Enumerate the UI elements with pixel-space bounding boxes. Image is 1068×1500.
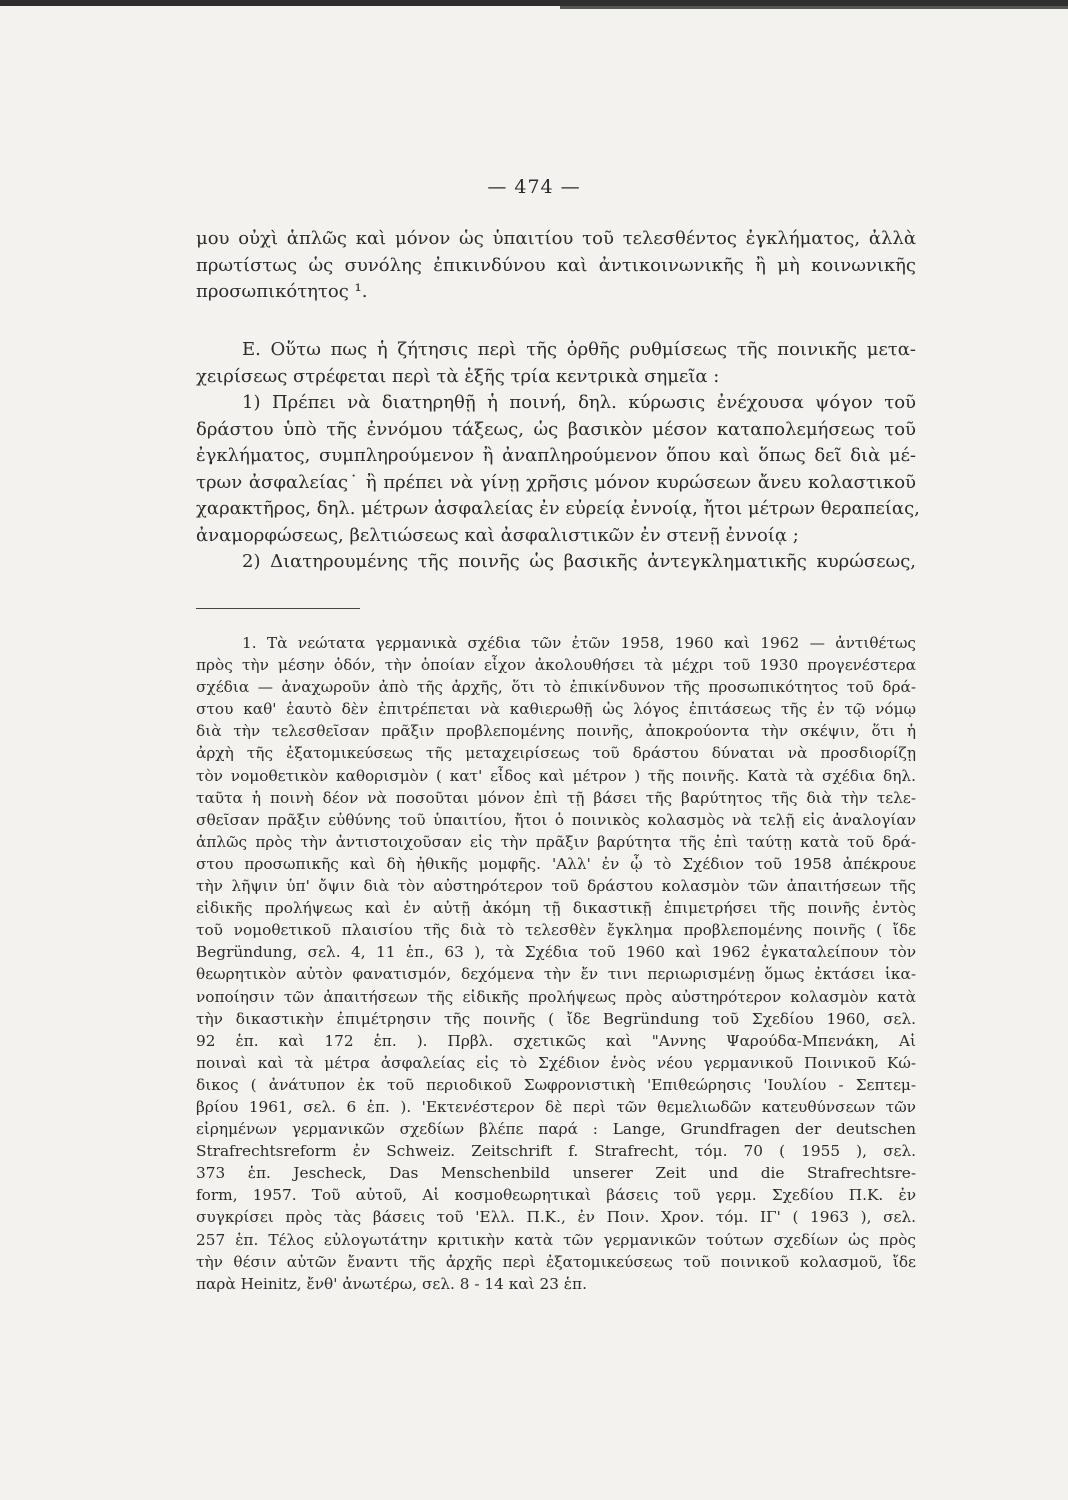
text-line: δράστου ὑπὸ τῆς ἐννόμου τάξεως, ὡς βασικὸν μέσον καταπολεμήσεως τοῦ	[196, 418, 916, 440]
paragraph-1	[196, 226, 916, 306]
footnote-line: πρὸς τὴν μέσην ὁδόν, τὴν ὁποίαν εἶχον ἀκολουθήσει τὰ μέχρι τοῦ 1930 προγενέστερα	[196, 656, 916, 675]
footnote-line: στου καθ' ἑαυτὸ δὲν ἐπιτρέπεται νὰ καθιερωθῇ ὡς λόγος ἐπιτάσεως τῆς ἐν τῷ νόμῳ	[196, 700, 916, 719]
footnote-line: δικος ( ἀνάτυπον ἐκ τοῦ περιοδικοῦ Σωφρονιστικὴ 'Επιθεώρησις 'Ιουλίου - Σεπτεμ-	[196, 1075, 916, 1094]
text-line: προσωπικότητος ¹.	[196, 281, 368, 302]
footnote-line: 257 ἑπ. Τέλος εὐλογωτάτην κριτικὴν κατὰ τῶν γερμανικῶν τούτων σχεδίων ὡς πρὸς	[196, 1230, 916, 1249]
text-line: τρων ἀσφαλείας˙ ἢ πρέπει νὰ γίνῃ χρῆσις μόνον κυρώσεων ἄνευ κολαστικοῦ	[196, 471, 916, 493]
footnote-line: ταῦτα ἡ ποινὴ δέον νὰ ποσοῦται μόνον ἐπὶ τῇ βάσει τῆς βαρύτητος τῆς διὰ τὴν τελε-	[196, 788, 916, 807]
footnote-line: συγκρίσει πρὸς τὰς βάσεις τοῦ 'Ελλ. Π.Κ., ἐν Ποιν. Χρον. τόμ. ΙΓ' ( 1963 ), σελ.	[196, 1208, 916, 1227]
footnote-line: βρίου 1961, σελ. 6 ἑπ. ). 'Εκτενέστερον δὲ περὶ τῶν θεμελιωδῶν κατευθύνσεων τῶν	[196, 1097, 916, 1116]
footnote-line: τὸν νομοθετικὸν καθορισμὸν ( κατ' εἶδος καὶ μέτρον ) τῆς ποινῆς. Κατὰ τὰ σχέδια δηλ.	[196, 766, 916, 785]
footnote-line: 1. Τὰ νεώτατα γερμανικὰ σχέδια τῶν ἐτῶν 1958, 1960 καὶ 1962 — ἀντιθέτως	[242, 634, 916, 652]
footnote-line: Strafrechtsreform ἐν Schweiz. Zeitschrift f. Strafrecht, τόμ. 70 ( 1955 ), σελ.	[196, 1142, 916, 1161]
footnote-line: τοῦ νομοθετικοῦ πλαισίου τῆς διὰ τὸ τελεσθὲν ἔγκλημα προβλεπομένης ποινῆς ( ἴδε	[196, 921, 916, 940]
footnote-line: ἁπλῶς πρὸς τὴν ἀντιστοιχοῦσαν εἰς τὴν πρᾶξιν βαρύτητα τῆς ἐπὶ ταύτῃ κατὰ τοῦ δρά-	[196, 832, 916, 851]
footnote-line: παρὰ Heinitz, ἔνθ' ἀνωτέρω, σελ. 8 - 14 καὶ 23 ἑπ.	[196, 1274, 587, 1293]
footnote-line: ἀρχὴ τῆς ἐξατομικεύσεως τῆς μεταχειρίσεως τοῦ δράστου δύναται νὰ προσδιορίζῃ	[196, 744, 916, 763]
text-line: χαρακτῆρος, δηλ. μέτρων ἀσφαλείας ἐν εὐρείᾳ ἐννοίᾳ, ἤτοι μέτρων θεραπείας,	[196, 498, 920, 519]
page-number: — 474 —	[487, 176, 581, 198]
footnote-line: 92 ἑπ. καὶ 172 ἑπ. ). Πρβλ. σχετικῶς καὶ "Αννης Ψαρούδα-Μπενάκη, Αἱ	[196, 1031, 916, 1050]
footnote-line: τὴν λῆψιν ὑπ' ὄψιν διὰ τὸν αὐστηρότερον τοῦ δράστου κολασμὸν τῶν ἀπαιτήσεων τῆς	[196, 877, 916, 896]
paragraph-e	[196, 337, 920, 576]
footnote-line: ποιναὶ καὶ τὰ μέτρα ἀσφαλείας εἰς τὸ Σχέδιον ἑνὸς νέου γερμανικοῦ Ποινικοῦ Κώ-	[196, 1053, 916, 1072]
footnote-line: τὴν δικαστικὴν ἐπιμέτρησιν τῆς ποινῆς ( ἴδε Begründung τοῦ Σχεδίου 1960, σελ.	[196, 1009, 916, 1028]
footnote-line: σθεῖσαν πρᾶξιν εὐθύνης τοῦ ὑπαιτίου, ἤτοι ὁ ποινικὸς κολασμὸς νὰ τελῇ εἰς ἀναλογίαν	[196, 810, 916, 829]
text-line: πρωτίστως ὡς συνόλης ἐπικινδύνου καὶ ἀντικοινωνικῆς ἢ μὴ κοινωνικῆς	[196, 254, 916, 276]
text-line: 2) Διατηρουμένης τῆς ποινῆς ὡς βασικῆς ἀντεγκληματικῆς κυρώσεως,	[242, 551, 916, 572]
footnote	[196, 632, 916, 1295]
footnote-separator	[196, 608, 360, 609]
footnote-line: form, 1957. Τοῦ αὐτοῦ, Αἱ κοσμοθεωρητικαὶ βάσεις τοῦ γερμ. Σχεδίου Π.Κ. ἐν	[196, 1186, 916, 1205]
footnote-line: διὰ τὴν τελεσθεῖσαν πρᾶξιν προβλεπομένης ποινῆς, ἀποκρούοντα τὴν σκέψιν, ὅτι ἡ	[196, 722, 916, 741]
footnote-line: στου προσωπικῆς καὶ δὴ ἠθικῆς μομφῆς. 'Αλλ' ἐν ᾧ τὸ Σχέδιον τοῦ 1958 ἀπέκρουε	[196, 854, 916, 873]
footnote-line: σχέδια — ἀναχωροῦν ἀπὸ τῆς ἀρχῆς, ὅτι τὸ ἐπικίνδυνον τῆς προσωπικότητος τοῦ δρά-	[196, 678, 916, 697]
footnote-line: εἰρημένων γερμανικῶν σχεδίων βλέπε παρά : Lange, Grundfragen der deutschen	[196, 1120, 916, 1139]
scan-top-edge-shadow	[560, 6, 1068, 9]
footnote-line: νοποίησιν τῶν ἀπαιτήσεων τῆς εἰδικῆς προλήψεως πρὸς αὐστηρότερον κολασμὸν κατὰ	[196, 987, 916, 1006]
footnote-line: τὴν θέσιν αὐτῶν ἔναντι τῆς ἀρχῆς περὶ ἐξατομικεύσεως τοῦ ποινικοῦ κολασμοῦ, ἴδε	[196, 1252, 916, 1271]
text-line: ἀναμορφώσεως, βελτιώσεως καὶ ἀσφαλιστικῶν ἐν στενῇ ἐννοίᾳ ;	[196, 524, 799, 546]
footnote-line: 373 ἑπ. Jescheck, Das Menschenbild unserer Zeit und die Strafrechtsre-	[196, 1164, 916, 1183]
text-line: 1) Πρέπει νὰ διατηρηθῇ ἡ ποινή, δηλ. κύρωσις ἐνέχουσα ψόγον τοῦ	[242, 392, 916, 413]
text-line: ἐγκλήματος, συμπληρούμενον ἢ ἀναπληρούμενον ὅπου καὶ ὅπως δεῖ διὰ μέ-	[196, 445, 916, 466]
text-line: μου οὐχὶ ἁπλῶς καὶ μόνον ὡς ὑπαιτίου τοῦ τελεσθέντος ἐγκλήματος, ἀλλὰ	[196, 228, 916, 249]
text-line: χειρίσεως στρέφεται περὶ τὰ ἑξῆς τρία κεντρικὰ σημεῖα :	[196, 365, 720, 387]
footnote-line: θεωρητικὸν αὐτὸν φανατισμόν, δεχόμενα τὴν ἔν τινι περιωρισμένῃ ὅμως ἐκτάσει ἱκα-	[196, 965, 916, 984]
footnote-line: Begründung, σελ. 4, 11 ἑπ., 63 ), τὰ Σχέδια τοῦ 1960 καὶ 1962 ἐγκαταλείπουν τὸν	[196, 943, 916, 962]
footnote-line: εἰδικῆς προλήψεως καὶ ἐν αὐτῇ ἀκόμη τῇ δικαστικῇ ἐπιμετρήσει τῆς ποινῆς ἐντὸς	[196, 899, 916, 918]
text-line: Ε. Οὕτω πως ἡ ζήτησις περὶ τῆς ὀρθῆς ρυθμίσεως τῆς ποινικῆς μετα-	[242, 339, 916, 360]
